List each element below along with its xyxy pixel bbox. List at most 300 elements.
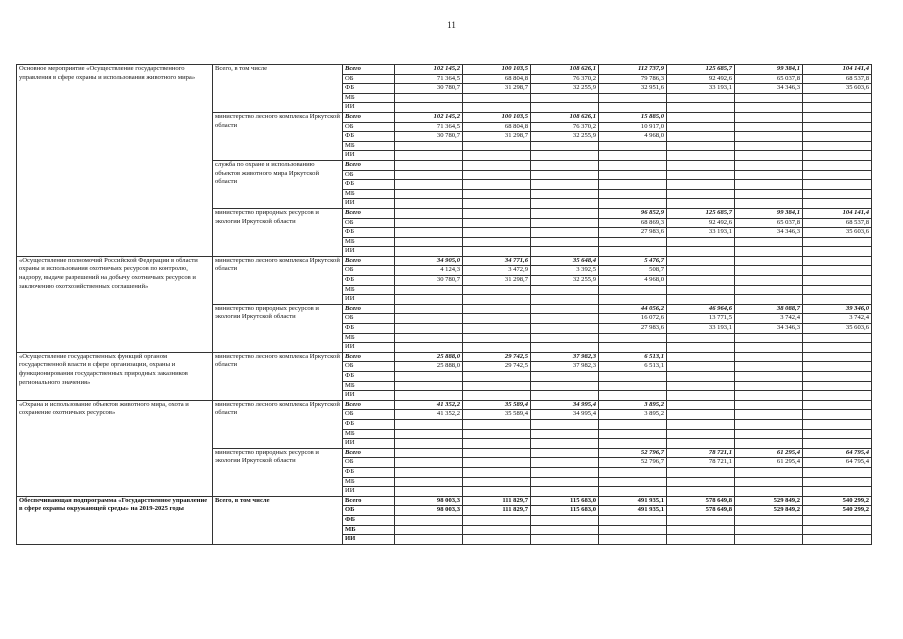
funding-source: ИИ xyxy=(343,103,395,113)
amount-cell xyxy=(803,391,872,401)
amount-cell xyxy=(395,237,463,247)
amount-cell: 13 771,5 xyxy=(667,314,735,324)
amount-cell xyxy=(599,247,667,257)
funding-source: ИИ xyxy=(343,343,395,353)
amount-cell: 37 982,3 xyxy=(531,352,599,362)
responsible-executor: служба по охране и использованию объектов животного мира Иркутской области xyxy=(213,160,343,208)
amount-cell: 34 346,3 xyxy=(735,84,803,94)
amount-cell: 39 346,0 xyxy=(803,304,872,314)
funding-source: ОБ xyxy=(343,218,395,228)
funding-source: ОБ xyxy=(343,122,395,132)
amount-cell: 5 476,7 xyxy=(599,256,667,266)
funding-source: ФБ xyxy=(343,180,395,190)
funding-source: ИИ xyxy=(343,151,395,161)
funding-source: Всего xyxy=(343,160,395,170)
amount-cell: 102 145,2 xyxy=(395,112,463,122)
amount-cell xyxy=(803,170,872,180)
funding-source: ФБ xyxy=(343,132,395,142)
amount-cell: 32 951,6 xyxy=(599,84,667,94)
amount-cell xyxy=(395,333,463,343)
amount-cell xyxy=(463,208,531,218)
amount-cell xyxy=(599,429,667,439)
amount-cell xyxy=(667,141,735,151)
amount-cell: 3 472,9 xyxy=(463,266,531,276)
amount-cell xyxy=(599,343,667,353)
amount-cell: 34 905,0 xyxy=(395,256,463,266)
amount-cell: 4 968,0 xyxy=(599,276,667,286)
amount-cell xyxy=(735,199,803,209)
amount-cell xyxy=(735,525,803,535)
amount-cell xyxy=(667,151,735,161)
funding-source: МБ xyxy=(343,381,395,391)
amount-cell xyxy=(531,515,599,525)
funding-source: Всего xyxy=(343,448,395,458)
amount-cell xyxy=(531,467,599,477)
amount-cell xyxy=(735,189,803,199)
amount-cell xyxy=(803,487,872,497)
amount-cell: 16 072,6 xyxy=(599,314,667,324)
responsible-executor: министерство лесного комплекса Иркутской области xyxy=(213,112,343,160)
amount-cell xyxy=(735,256,803,266)
amount-cell xyxy=(531,199,599,209)
amount-cell: 98 003,3 xyxy=(395,506,463,516)
amount-cell: 491 935,1 xyxy=(599,496,667,506)
amount-cell xyxy=(735,535,803,545)
amount-cell xyxy=(667,256,735,266)
amount-cell xyxy=(599,141,667,151)
amount-cell xyxy=(667,400,735,410)
amount-cell xyxy=(395,93,463,103)
amount-cell: 30 780,7 xyxy=(395,84,463,94)
funding-source: Всего xyxy=(343,112,395,122)
amount-cell: 64 795,4 xyxy=(803,448,872,458)
amount-cell: 529 849,2 xyxy=(735,506,803,516)
table-row xyxy=(17,352,872,362)
funding-source: Всего xyxy=(343,65,395,75)
funding-source: ФБ xyxy=(343,228,395,238)
amount-cell xyxy=(395,151,463,161)
amount-cell: 27 983,6 xyxy=(599,324,667,334)
amount-cell: 6 513,1 xyxy=(599,362,667,372)
amount-cell xyxy=(531,343,599,353)
amount-cell xyxy=(667,295,735,305)
funding-source: ФБ xyxy=(343,324,395,334)
amount-cell xyxy=(735,467,803,477)
amount-cell xyxy=(599,419,667,429)
amount-cell xyxy=(395,343,463,353)
amount-cell xyxy=(531,477,599,487)
amount-cell: 104 141,4 xyxy=(803,65,872,75)
amount-cell xyxy=(531,324,599,334)
amount-cell xyxy=(463,515,531,525)
amount-cell xyxy=(531,160,599,170)
amount-cell: 98 003,3 xyxy=(395,496,463,506)
amount-cell xyxy=(803,180,872,190)
funding-source: ОБ xyxy=(343,74,395,84)
amount-cell: 35 589,4 xyxy=(463,410,531,420)
table-row xyxy=(17,256,872,266)
amount-cell xyxy=(531,429,599,439)
amount-cell: 32 255,9 xyxy=(531,84,599,94)
amount-cell xyxy=(463,314,531,324)
amount-cell xyxy=(803,295,872,305)
amount-cell xyxy=(667,122,735,132)
amount-cell xyxy=(735,400,803,410)
amount-cell: 31 298,7 xyxy=(463,276,531,286)
amount-cell xyxy=(735,391,803,401)
amount-cell xyxy=(463,218,531,228)
responsible-executor: министерство лесного комплекса Иркутской области xyxy=(213,256,343,304)
measure-description: «Осуществление государственных функций органом государственной власти в сфере организации, охраны и функционирования государственных природных заказников регионального значения» xyxy=(17,352,213,400)
amount-cell xyxy=(667,103,735,113)
amount-cell xyxy=(463,304,531,314)
amount-cell xyxy=(463,228,531,238)
amount-cell xyxy=(735,419,803,429)
amount-cell xyxy=(395,180,463,190)
funding-source: МБ xyxy=(343,141,395,151)
amount-cell: 92 492,6 xyxy=(667,218,735,228)
amount-cell xyxy=(395,535,463,545)
amount-cell xyxy=(667,487,735,497)
responsible-executor: министерство природных ресурсов и экологии Иркутской области xyxy=(213,208,343,256)
amount-cell xyxy=(463,458,531,468)
amount-cell xyxy=(667,419,735,429)
responsible-executor: министерство лесного комплекса Иркутской области xyxy=(213,400,343,448)
amount-cell xyxy=(599,189,667,199)
amount-cell xyxy=(531,381,599,391)
amount-cell xyxy=(395,448,463,458)
funding-source: ОБ xyxy=(343,506,395,516)
amount-cell xyxy=(735,170,803,180)
amount-cell xyxy=(463,324,531,334)
amount-cell: 34 771,6 xyxy=(463,256,531,266)
amount-cell xyxy=(531,93,599,103)
amount-cell xyxy=(599,237,667,247)
amount-cell: 25 888,0 xyxy=(395,362,463,372)
amount-cell xyxy=(531,170,599,180)
amount-cell xyxy=(599,372,667,382)
amount-cell xyxy=(803,256,872,266)
amount-cell xyxy=(531,295,599,305)
funding-source: ФБ xyxy=(343,84,395,94)
responsible-executor: Всего, в том числе xyxy=(213,65,343,113)
amount-cell: 41 352,2 xyxy=(395,410,463,420)
amount-cell xyxy=(667,515,735,525)
amount-cell xyxy=(531,208,599,218)
amount-cell: 29 742,5 xyxy=(463,362,531,372)
amount-cell xyxy=(599,439,667,449)
amount-cell xyxy=(463,419,531,429)
amount-cell xyxy=(599,535,667,545)
funding-source: ОБ xyxy=(343,410,395,420)
funding-source: МБ xyxy=(343,429,395,439)
amount-cell xyxy=(735,160,803,170)
amount-cell: 115 683,0 xyxy=(531,496,599,506)
amount-cell xyxy=(531,391,599,401)
amount-cell: 68 804,8 xyxy=(463,122,531,132)
amount-cell: 3 742,4 xyxy=(735,314,803,324)
amount-cell xyxy=(803,429,872,439)
amount-cell xyxy=(463,333,531,343)
amount-cell xyxy=(735,439,803,449)
amount-cell: 76 370,2 xyxy=(531,122,599,132)
amount-cell xyxy=(395,381,463,391)
amount-cell: 108 626,1 xyxy=(531,65,599,75)
amount-cell: 108 626,1 xyxy=(531,112,599,122)
amount-cell: 4 124,3 xyxy=(395,266,463,276)
amount-cell xyxy=(531,535,599,545)
amount-cell: 34 346,3 xyxy=(735,228,803,238)
amount-cell xyxy=(395,372,463,382)
amount-cell xyxy=(463,487,531,497)
amount-cell xyxy=(531,228,599,238)
amount-cell xyxy=(667,477,735,487)
amount-cell xyxy=(735,151,803,161)
amount-cell xyxy=(735,103,803,113)
amount-cell xyxy=(599,103,667,113)
amount-cell: 92 492,6 xyxy=(667,74,735,84)
funding-source: ИИ xyxy=(343,535,395,545)
amount-cell xyxy=(667,180,735,190)
amount-cell xyxy=(531,487,599,497)
amount-cell xyxy=(735,180,803,190)
amount-cell xyxy=(395,419,463,429)
amount-cell xyxy=(395,295,463,305)
amount-cell: 52 796,7 xyxy=(599,448,667,458)
amount-cell xyxy=(667,132,735,142)
amount-cell: 15 885,0 xyxy=(599,112,667,122)
amount-cell xyxy=(667,285,735,295)
amount-cell: 68 537,8 xyxy=(803,74,872,84)
funding-source: Всего xyxy=(343,208,395,218)
amount-cell xyxy=(395,487,463,497)
amount-cell: 6 513,1 xyxy=(599,352,667,362)
amount-cell xyxy=(803,381,872,391)
amount-cell: 30 780,7 xyxy=(395,132,463,142)
amount-cell xyxy=(803,285,872,295)
amount-cell: 100 103,5 xyxy=(463,112,531,122)
amount-cell xyxy=(599,381,667,391)
amount-cell xyxy=(463,467,531,477)
amount-cell xyxy=(463,448,531,458)
amount-cell: 3 742,4 xyxy=(803,314,872,324)
amount-cell xyxy=(667,439,735,449)
amount-cell xyxy=(667,160,735,170)
amount-cell xyxy=(395,170,463,180)
amount-cell xyxy=(803,93,872,103)
amount-cell: 65 037,8 xyxy=(735,74,803,84)
amount-cell: 35 603,6 xyxy=(803,228,872,238)
amount-cell xyxy=(735,295,803,305)
amount-cell xyxy=(531,439,599,449)
amount-cell xyxy=(395,525,463,535)
amount-cell xyxy=(395,458,463,468)
amount-cell xyxy=(599,391,667,401)
amount-cell xyxy=(395,218,463,228)
amount-cell xyxy=(735,487,803,497)
funding-source: ФБ xyxy=(343,276,395,286)
amount-cell xyxy=(667,372,735,382)
amount-cell xyxy=(531,458,599,468)
amount-cell xyxy=(667,362,735,372)
amount-cell: 578 649,8 xyxy=(667,506,735,516)
amount-cell xyxy=(599,180,667,190)
amount-cell: 491 935,1 xyxy=(599,506,667,516)
amount-cell xyxy=(667,189,735,199)
amount-cell: 76 370,2 xyxy=(531,74,599,84)
amount-cell xyxy=(667,237,735,247)
amount-cell xyxy=(463,391,531,401)
responsible-executor: министерство лесного комплекса Иркутской области xyxy=(213,352,343,400)
amount-cell: 68 869,3 xyxy=(599,218,667,228)
funding-source: ФБ xyxy=(343,419,395,429)
amount-cell xyxy=(395,285,463,295)
amount-cell: 68 537,8 xyxy=(803,218,872,228)
amount-cell: 102 145,2 xyxy=(395,65,463,75)
amount-cell xyxy=(395,199,463,209)
amount-cell xyxy=(531,218,599,228)
amount-cell: 34 995,4 xyxy=(531,410,599,420)
amount-cell: 35 603,6 xyxy=(803,84,872,94)
amount-cell: 111 829,7 xyxy=(463,496,531,506)
amount-cell xyxy=(531,333,599,343)
amount-cell xyxy=(735,477,803,487)
funding-source: ФБ xyxy=(343,467,395,477)
amount-cell xyxy=(531,180,599,190)
amount-cell xyxy=(667,410,735,420)
amount-cell: 68 804,8 xyxy=(463,74,531,84)
amount-cell xyxy=(395,141,463,151)
funding-source: Всего xyxy=(343,496,395,506)
amount-cell: 578 649,8 xyxy=(667,496,735,506)
amount-cell xyxy=(463,199,531,209)
amount-cell: 41 352,2 xyxy=(395,400,463,410)
amount-cell: 34 346,3 xyxy=(735,324,803,334)
amount-cell: 32 255,9 xyxy=(531,132,599,142)
amount-cell: 31 298,7 xyxy=(463,132,531,142)
amount-cell xyxy=(531,237,599,247)
amount-cell: 29 742,5 xyxy=(463,352,531,362)
amount-cell: 99 384,1 xyxy=(735,208,803,218)
amount-cell xyxy=(531,247,599,257)
funding-source: МБ xyxy=(343,285,395,295)
table-row xyxy=(17,496,872,506)
amount-cell xyxy=(735,372,803,382)
amount-cell xyxy=(803,112,872,122)
responsible-executor: министерство природных ресурсов и экологии Иркутской области xyxy=(213,448,343,496)
amount-cell xyxy=(667,391,735,401)
funding-source: ФБ xyxy=(343,515,395,525)
amount-cell xyxy=(803,343,872,353)
amount-cell xyxy=(803,362,872,372)
amount-cell: 46 964,6 xyxy=(667,304,735,314)
amount-cell xyxy=(803,141,872,151)
amount-cell xyxy=(395,247,463,257)
amount-cell xyxy=(531,304,599,314)
responsible-executor: министерство природных ресурсов и экологии Иркутской области xyxy=(213,304,343,352)
funding-source: МБ xyxy=(343,477,395,487)
amount-cell xyxy=(803,372,872,382)
amount-cell xyxy=(463,439,531,449)
amount-cell xyxy=(735,410,803,420)
table-row xyxy=(17,400,872,410)
measure-description: Обеспечивающая подпрограмма «Государственное управление в сфере охраны окружающей среды» на 2019-2025 годы xyxy=(17,496,213,544)
funding-source: ИИ xyxy=(343,199,395,209)
measure-description: «Осуществление полномочий Российской Федерации в области охраны и использования охотничьих ресурсов по контролю, надзору, выдаче разрешений на добычу охотничьих ресурсов и заключению охотхозяйственных соглашений» xyxy=(17,256,213,352)
amount-cell xyxy=(463,381,531,391)
amount-cell xyxy=(667,429,735,439)
amount-cell: 3 895,2 xyxy=(599,400,667,410)
amount-cell xyxy=(803,439,872,449)
amount-cell xyxy=(667,343,735,353)
table-row xyxy=(17,65,872,75)
amount-cell xyxy=(463,180,531,190)
amount-cell xyxy=(463,285,531,295)
amount-cell xyxy=(803,525,872,535)
amount-cell xyxy=(735,122,803,132)
amount-cell: 33 193,1 xyxy=(667,324,735,334)
funding-source: Всего xyxy=(343,352,395,362)
amount-cell xyxy=(599,525,667,535)
funding-source: МБ xyxy=(343,333,395,343)
amount-cell xyxy=(463,295,531,305)
funding-source: ИИ xyxy=(343,247,395,257)
funding-source: Всего xyxy=(343,304,395,314)
amount-cell xyxy=(395,429,463,439)
amount-cell xyxy=(735,381,803,391)
amount-cell xyxy=(463,535,531,545)
amount-cell xyxy=(463,103,531,113)
amount-cell xyxy=(735,112,803,122)
amount-cell: 35 589,4 xyxy=(463,400,531,410)
amount-cell: 64 795,4 xyxy=(803,458,872,468)
amount-cell xyxy=(667,333,735,343)
amount-cell xyxy=(735,266,803,276)
amount-cell xyxy=(463,429,531,439)
amount-cell xyxy=(395,314,463,324)
amount-cell xyxy=(735,362,803,372)
measure-description: Основное мероприятие «Осуществление государственного управления в сфере охраны и использования животного мира» xyxy=(17,65,213,257)
budget-table xyxy=(16,64,872,545)
amount-cell xyxy=(667,199,735,209)
amount-cell: 65 037,8 xyxy=(735,218,803,228)
amount-cell xyxy=(395,208,463,218)
amount-cell: 33 193,1 xyxy=(667,228,735,238)
funding-source: МБ xyxy=(343,237,395,247)
amount-cell: 3 392,5 xyxy=(531,266,599,276)
amount-cell: 30 780,7 xyxy=(395,276,463,286)
amount-cell xyxy=(803,410,872,420)
amount-cell: 35 603,6 xyxy=(803,324,872,334)
amount-cell xyxy=(463,237,531,247)
funding-source: ОБ xyxy=(343,362,395,372)
amount-cell xyxy=(599,515,667,525)
amount-cell xyxy=(599,333,667,343)
amount-cell xyxy=(463,141,531,151)
amount-cell: 71 364,5 xyxy=(395,122,463,132)
amount-cell: 508,7 xyxy=(599,266,667,276)
amount-cell xyxy=(803,237,872,247)
amount-cell xyxy=(667,535,735,545)
amount-cell xyxy=(599,199,667,209)
amount-cell xyxy=(803,535,872,545)
amount-cell xyxy=(735,515,803,525)
amount-cell xyxy=(531,285,599,295)
amount-cell xyxy=(667,467,735,477)
amount-cell xyxy=(531,103,599,113)
amount-cell: 37 982,3 xyxy=(531,362,599,372)
funding-source: ИИ xyxy=(343,391,395,401)
